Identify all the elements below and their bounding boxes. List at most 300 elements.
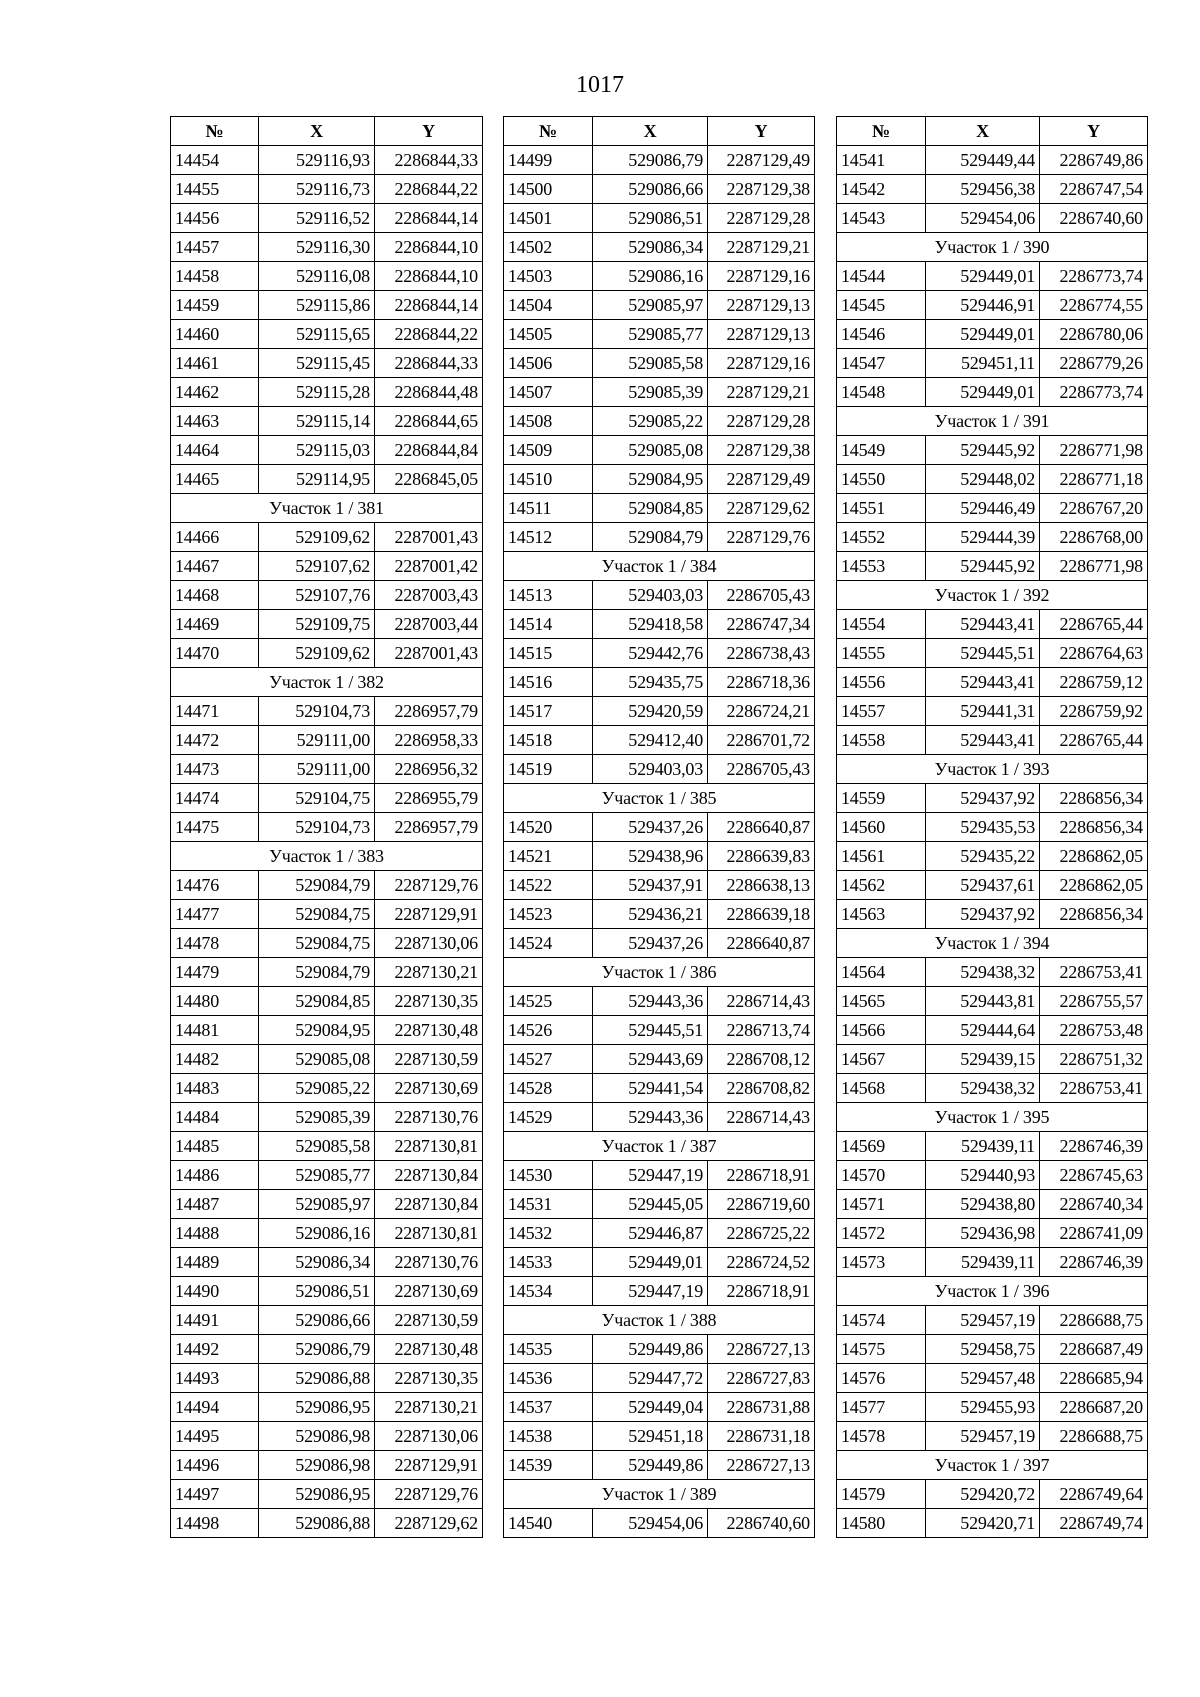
point-number: 14463 <box>171 407 259 436</box>
point-number: 14510 <box>504 465 593 494</box>
table-row <box>837 320 1148 349</box>
y-coordinate: 2286738,43 <box>708 639 815 668</box>
point-number: 14548 <box>837 378 926 407</box>
table-row <box>837 1335 1148 1364</box>
point-number: 14528 <box>504 1074 593 1103</box>
point-number: 14476 <box>171 871 259 900</box>
point-number: 14474 <box>171 784 259 813</box>
point-number: 14560 <box>837 813 926 842</box>
x-coordinate: 529084,79 <box>259 958 375 987</box>
y-coordinate: 2286765,44 <box>1040 726 1148 755</box>
table-row <box>504 581 815 610</box>
y-coordinate: 2286688,75 <box>1040 1422 1148 1451</box>
point-number: 14577 <box>837 1393 926 1422</box>
section-header-row <box>504 784 815 813</box>
y-coordinate: 2286731,18 <box>708 1422 815 1451</box>
y-coordinate: 2286844,84 <box>375 436 483 465</box>
point-number: 14537 <box>504 1393 593 1422</box>
table-row <box>171 1132 483 1161</box>
y-coordinate: 2286768,00 <box>1040 523 1148 552</box>
table-row <box>171 1335 483 1364</box>
table-row <box>504 900 815 929</box>
point-number: 14497 <box>171 1480 259 1509</box>
table-header-row <box>837 117 1148 146</box>
table-row <box>171 900 483 929</box>
point-number: 14516 <box>504 668 593 697</box>
x-coordinate: 529115,86 <box>259 291 375 320</box>
section-title: Участок 1 / 395 <box>837 1103 1148 1132</box>
point-number: 14459 <box>171 291 259 320</box>
x-coordinate: 529441,31 <box>926 697 1040 726</box>
point-number: 14544 <box>837 262 926 291</box>
section-title: Участок 1 / 396 <box>837 1277 1148 1306</box>
y-coordinate: 2286745,63 <box>1040 1161 1148 1190</box>
x-coordinate: 529115,45 <box>259 349 375 378</box>
section-header-row <box>837 581 1148 610</box>
table-row <box>171 1161 483 1190</box>
point-number: 14566 <box>837 1016 926 1045</box>
point-number: 14482 <box>171 1045 259 1074</box>
y-coordinate: 2286746,39 <box>1040 1132 1148 1161</box>
x-coordinate: 529444,39 <box>926 523 1040 552</box>
y-coordinate: 2287001,42 <box>375 552 483 581</box>
y-coordinate: 2287129,76 <box>375 871 483 900</box>
x-coordinate: 529086,79 <box>593 146 708 175</box>
point-number: 14513 <box>504 581 593 610</box>
x-coordinate: 529449,01 <box>926 320 1040 349</box>
y-coordinate: 2286955,79 <box>375 784 483 813</box>
table-row <box>504 436 815 465</box>
x-coordinate: 529439,11 <box>926 1132 1040 1161</box>
table-row <box>504 929 815 958</box>
point-number: 14504 <box>504 291 593 320</box>
x-coordinate: 529438,32 <box>926 958 1040 987</box>
x-coordinate: 529447,19 <box>593 1277 708 1306</box>
point-number: 14466 <box>171 523 259 552</box>
point-number: 14496 <box>171 1451 259 1480</box>
point-number: 14540 <box>504 1509 593 1538</box>
y-coordinate: 2287130,84 <box>375 1190 483 1219</box>
y-coordinate: 2286705,43 <box>708 581 815 610</box>
x-coordinate: 529420,72 <box>926 1480 1040 1509</box>
table-row <box>504 262 815 291</box>
table-row <box>171 1306 483 1335</box>
table-row <box>837 813 1148 842</box>
point-number: 14541 <box>837 146 926 175</box>
y-coordinate: 2286747,34 <box>708 610 815 639</box>
y-coordinate: 2287130,35 <box>375 1364 483 1393</box>
table-row <box>837 523 1148 552</box>
x-coordinate: 529446,91 <box>926 291 1040 320</box>
point-number: 14545 <box>837 291 926 320</box>
point-number: 14525 <box>504 987 593 1016</box>
header-y: Y <box>1040 117 1148 146</box>
section-header-row <box>504 1132 815 1161</box>
point-number: 14561 <box>837 842 926 871</box>
point-number: 14481 <box>171 1016 259 1045</box>
x-coordinate: 529116,52 <box>259 204 375 233</box>
table-row <box>171 784 483 813</box>
x-coordinate: 529104,75 <box>259 784 375 813</box>
point-number: 14523 <box>504 900 593 929</box>
y-coordinate: 2286747,54 <box>1040 175 1148 204</box>
x-coordinate: 529116,73 <box>259 175 375 204</box>
point-number: 14514 <box>504 610 593 639</box>
table-row <box>837 1219 1148 1248</box>
x-coordinate: 529086,51 <box>259 1277 375 1306</box>
x-coordinate: 529438,96 <box>593 842 708 871</box>
table-row <box>504 407 815 436</box>
y-coordinate: 2286765,44 <box>1040 610 1148 639</box>
x-coordinate: 529085,39 <box>259 1103 375 1132</box>
y-coordinate: 2287130,06 <box>375 929 483 958</box>
x-coordinate: 529454,06 <box>926 204 1040 233</box>
table-row <box>837 146 1148 175</box>
table-row <box>171 146 483 175</box>
point-number: 14480 <box>171 987 259 1016</box>
x-coordinate: 529086,88 <box>259 1364 375 1393</box>
table-row <box>171 1422 483 1451</box>
y-coordinate: 2287129,49 <box>708 465 815 494</box>
x-coordinate: 529104,73 <box>259 697 375 726</box>
x-coordinate: 529442,76 <box>593 639 708 668</box>
table-row <box>837 1190 1148 1219</box>
y-coordinate: 2286638,13 <box>708 871 815 900</box>
y-coordinate: 2287130,35 <box>375 987 483 1016</box>
x-coordinate: 529084,75 <box>259 900 375 929</box>
point-number: 14575 <box>837 1335 926 1364</box>
table-row <box>837 494 1148 523</box>
y-coordinate: 2287129,62 <box>708 494 815 523</box>
point-number: 14567 <box>837 1045 926 1074</box>
x-coordinate: 529445,51 <box>593 1016 708 1045</box>
table-row <box>171 639 483 668</box>
x-coordinate: 529437,92 <box>926 900 1040 929</box>
y-coordinate: 2287129,28 <box>708 407 815 436</box>
x-coordinate: 529445,51 <box>926 639 1040 668</box>
point-number: 14468 <box>171 581 259 610</box>
y-coordinate: 2287001,43 <box>375 523 483 552</box>
x-coordinate: 529420,59 <box>593 697 708 726</box>
y-coordinate: 2287129,91 <box>375 1451 483 1480</box>
y-coordinate: 2286749,64 <box>1040 1480 1148 1509</box>
x-coordinate: 529447,72 <box>593 1364 708 1393</box>
table-row <box>504 1364 815 1393</box>
y-coordinate: 2286773,74 <box>1040 378 1148 407</box>
table-row <box>171 581 483 610</box>
point-number: 14485 <box>171 1132 259 1161</box>
y-coordinate: 2286749,86 <box>1040 146 1148 175</box>
x-coordinate: 529457,19 <box>926 1422 1040 1451</box>
point-number: 14467 <box>171 552 259 581</box>
x-coordinate: 529115,14 <box>259 407 375 436</box>
x-coordinate: 529115,03 <box>259 436 375 465</box>
table-row <box>837 1016 1148 1045</box>
point-number: 14557 <box>837 697 926 726</box>
point-number: 14462 <box>171 378 259 407</box>
section-header-row <box>837 1277 1148 1306</box>
x-coordinate: 529456,38 <box>926 175 1040 204</box>
x-coordinate: 529439,11 <box>926 1248 1040 1277</box>
table-row <box>504 871 815 900</box>
y-coordinate: 2286741,09 <box>1040 1219 1148 1248</box>
point-number: 14533 <box>504 1248 593 1277</box>
section-title: Участок 1 / 390 <box>837 233 1148 262</box>
point-number: 14527 <box>504 1045 593 1074</box>
table-row <box>837 175 1148 204</box>
y-coordinate: 2286740,60 <box>1040 204 1148 233</box>
point-number: 14469 <box>171 610 259 639</box>
x-coordinate: 529085,58 <box>259 1132 375 1161</box>
y-coordinate: 2287130,21 <box>375 1393 483 1422</box>
table-row <box>171 349 483 378</box>
point-number: 14519 <box>504 755 593 784</box>
y-coordinate: 2286718,36 <box>708 668 815 697</box>
y-coordinate: 2286856,34 <box>1040 813 1148 842</box>
x-coordinate: 529111,00 <box>259 755 375 784</box>
table-row <box>171 436 483 465</box>
table-row <box>504 1422 815 1451</box>
table-row <box>837 1074 1148 1103</box>
table-row <box>504 1219 815 1248</box>
table-row <box>504 378 815 407</box>
section-header-row <box>171 842 483 871</box>
x-coordinate: 529457,48 <box>926 1364 1040 1393</box>
point-number: 14489 <box>171 1248 259 1277</box>
y-coordinate: 2286727,13 <box>708 1451 815 1480</box>
point-number: 14460 <box>171 320 259 349</box>
point-number: 14518 <box>504 726 593 755</box>
point-number: 14554 <box>837 610 926 639</box>
point-number: 14502 <box>504 233 593 262</box>
x-coordinate: 529440,93 <box>926 1161 1040 1190</box>
y-coordinate: 2286844,48 <box>375 378 483 407</box>
point-number: 14579 <box>837 1480 926 1509</box>
table-row <box>504 1509 815 1538</box>
point-number: 14574 <box>837 1306 926 1335</box>
y-coordinate: 2286956,32 <box>375 755 483 784</box>
point-number: 14493 <box>171 1364 259 1393</box>
y-coordinate: 2287129,38 <box>708 436 815 465</box>
y-coordinate: 2287130,76 <box>375 1103 483 1132</box>
x-coordinate: 529438,80 <box>926 1190 1040 1219</box>
x-coordinate: 529109,62 <box>259 523 375 552</box>
y-coordinate: 2287130,48 <box>375 1335 483 1364</box>
table-row <box>837 378 1148 407</box>
x-coordinate: 529451,11 <box>926 349 1040 378</box>
x-coordinate: 529455,93 <box>926 1393 1040 1422</box>
x-coordinate: 529436,98 <box>926 1219 1040 1248</box>
section-title: Участок 1 / 384 <box>504 552 815 581</box>
table-row <box>837 1364 1148 1393</box>
y-coordinate: 2286749,74 <box>1040 1509 1148 1538</box>
point-number: 14473 <box>171 755 259 784</box>
section-header-row <box>504 1480 815 1509</box>
point-number: 14559 <box>837 784 926 813</box>
point-number: 14508 <box>504 407 593 436</box>
coordinate-table-2 <box>503 116 815 1538</box>
point-number: 14479 <box>171 958 259 987</box>
x-coordinate: 529435,53 <box>926 813 1040 842</box>
header-y: Y <box>708 117 815 146</box>
table-row <box>171 204 483 233</box>
point-number: 14511 <box>504 494 593 523</box>
point-number: 14570 <box>837 1161 926 1190</box>
y-coordinate: 2287129,13 <box>708 291 815 320</box>
point-number: 14483 <box>171 1074 259 1103</box>
table-row <box>171 1393 483 1422</box>
table-row <box>837 436 1148 465</box>
x-coordinate: 529109,75 <box>259 610 375 639</box>
x-coordinate: 529449,86 <box>593 1451 708 1480</box>
point-number: 14520 <box>504 813 593 842</box>
section-title: Участок 1 / 386 <box>504 958 815 987</box>
x-coordinate: 529116,30 <box>259 233 375 262</box>
x-coordinate: 529454,06 <box>593 1509 708 1538</box>
x-coordinate: 529084,85 <box>259 987 375 1016</box>
section-header-row <box>837 929 1148 958</box>
section-header-row <box>504 1306 815 1335</box>
y-coordinate: 2286753,41 <box>1040 1074 1148 1103</box>
point-number: 14503 <box>504 262 593 291</box>
table-row <box>171 1103 483 1132</box>
x-coordinate: 529086,98 <box>259 1422 375 1451</box>
table-row <box>837 958 1148 987</box>
y-coordinate: 2286774,55 <box>1040 291 1148 320</box>
y-coordinate: 2287129,16 <box>708 349 815 378</box>
point-number: 14535 <box>504 1335 593 1364</box>
table-row <box>171 726 483 755</box>
table-row <box>171 175 483 204</box>
y-coordinate: 2286714,43 <box>708 987 815 1016</box>
header-y: Y <box>375 117 483 146</box>
x-coordinate: 529444,64 <box>926 1016 1040 1045</box>
y-coordinate: 2286685,94 <box>1040 1364 1148 1393</box>
x-coordinate: 529439,15 <box>926 1045 1040 1074</box>
y-coordinate: 2287130,69 <box>375 1277 483 1306</box>
table-row <box>504 1190 815 1219</box>
table-row <box>171 291 483 320</box>
point-number: 14526 <box>504 1016 593 1045</box>
table-row <box>837 1045 1148 1074</box>
point-number: 14563 <box>837 900 926 929</box>
y-coordinate: 2286844,10 <box>375 262 483 291</box>
x-coordinate: 529085,22 <box>593 407 708 436</box>
point-number: 14549 <box>837 436 926 465</box>
y-coordinate: 2287130,81 <box>375 1219 483 1248</box>
table-row <box>837 871 1148 900</box>
table-row <box>837 639 1148 668</box>
point-number: 14487 <box>171 1190 259 1219</box>
table-row <box>504 1074 815 1103</box>
table-row <box>504 1103 815 1132</box>
table-row <box>504 320 815 349</box>
table-row <box>837 1161 1148 1190</box>
x-coordinate: 529115,28 <box>259 378 375 407</box>
point-number: 14464 <box>171 436 259 465</box>
table-row <box>171 1480 483 1509</box>
point-number: 14491 <box>171 1306 259 1335</box>
table-row <box>504 1451 815 1480</box>
header-x: X <box>926 117 1040 146</box>
section-header-row <box>504 958 815 987</box>
x-coordinate: 529443,36 <box>593 1103 708 1132</box>
table-row <box>171 1248 483 1277</box>
x-coordinate: 529116,93 <box>259 146 375 175</box>
y-coordinate: 2286856,34 <box>1040 784 1148 813</box>
x-coordinate: 529457,19 <box>926 1306 1040 1335</box>
x-coordinate: 529449,44 <box>926 146 1040 175</box>
y-coordinate: 2286718,91 <box>708 1277 815 1306</box>
point-number: 14486 <box>171 1161 259 1190</box>
x-coordinate: 529084,75 <box>259 929 375 958</box>
x-coordinate: 529443,69 <box>593 1045 708 1074</box>
table-header-row <box>171 117 483 146</box>
x-coordinate: 529446,87 <box>593 1219 708 1248</box>
point-number: 14578 <box>837 1422 926 1451</box>
y-coordinate: 2286844,33 <box>375 146 483 175</box>
y-coordinate: 2286740,34 <box>1040 1190 1148 1219</box>
y-coordinate: 2286753,48 <box>1040 1016 1148 1045</box>
point-number: 14562 <box>837 871 926 900</box>
x-coordinate: 529443,81 <box>926 987 1040 1016</box>
y-coordinate: 2286688,75 <box>1040 1306 1148 1335</box>
point-number: 14505 <box>504 320 593 349</box>
y-coordinate: 2287129,91 <box>375 900 483 929</box>
x-coordinate: 529443,41 <box>926 726 1040 755</box>
y-coordinate: 2286844,14 <box>375 204 483 233</box>
x-coordinate: 529420,71 <box>926 1509 1040 1538</box>
x-coordinate: 529443,41 <box>926 668 1040 697</box>
table-row <box>171 755 483 784</box>
y-coordinate: 2287129,21 <box>708 378 815 407</box>
y-coordinate: 2286705,43 <box>708 755 815 784</box>
x-coordinate: 529086,34 <box>593 233 708 262</box>
table-row <box>837 204 1148 233</box>
table-header-row <box>504 117 815 146</box>
x-coordinate: 529084,95 <box>259 1016 375 1045</box>
table-row <box>171 1045 483 1074</box>
x-coordinate: 529084,79 <box>259 871 375 900</box>
point-number: 14555 <box>837 639 926 668</box>
table-row <box>837 262 1148 291</box>
y-coordinate: 2286708,82 <box>708 1074 815 1103</box>
x-coordinate: 529445,92 <box>926 436 1040 465</box>
x-coordinate: 529086,95 <box>259 1393 375 1422</box>
y-coordinate: 2286724,21 <box>708 697 815 726</box>
x-coordinate: 529435,22 <box>926 842 1040 871</box>
x-coordinate: 529458,75 <box>926 1335 1040 1364</box>
x-coordinate: 529449,86 <box>593 1335 708 1364</box>
point-number: 14454 <box>171 146 259 175</box>
y-coordinate: 2286701,72 <box>708 726 815 755</box>
y-coordinate: 2286731,88 <box>708 1393 815 1422</box>
table-row <box>837 465 1148 494</box>
x-coordinate: 529418,58 <box>593 610 708 639</box>
table-row <box>504 1045 815 1074</box>
point-number: 14478 <box>171 929 259 958</box>
table-row <box>504 349 815 378</box>
y-coordinate: 2286957,79 <box>375 697 483 726</box>
y-coordinate: 2286718,91 <box>708 1161 815 1190</box>
y-coordinate: 2286687,49 <box>1040 1335 1148 1364</box>
y-coordinate: 2286713,74 <box>708 1016 815 1045</box>
point-number: 14564 <box>837 958 926 987</box>
point-number: 14515 <box>504 639 593 668</box>
x-coordinate: 529111,00 <box>259 726 375 755</box>
y-coordinate: 2287129,38 <box>708 175 815 204</box>
y-coordinate: 2286764,63 <box>1040 639 1148 668</box>
